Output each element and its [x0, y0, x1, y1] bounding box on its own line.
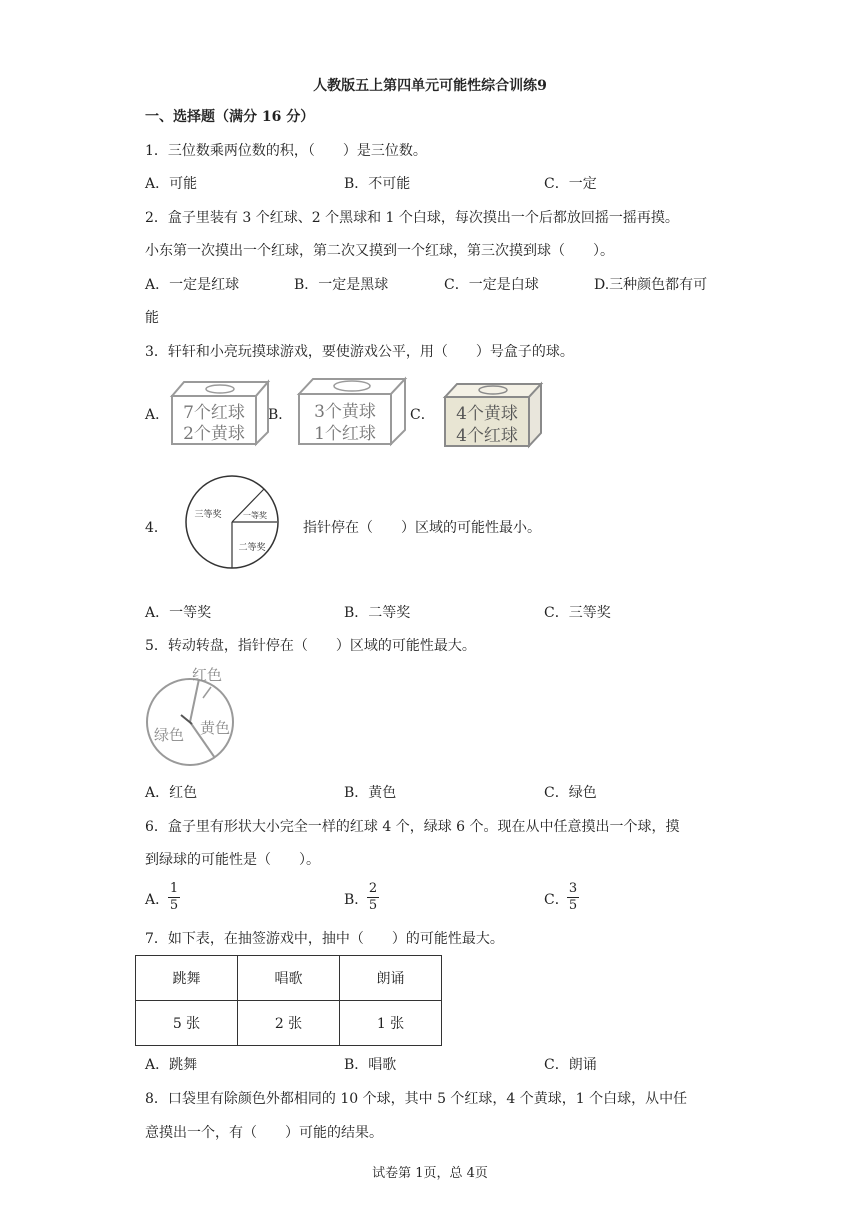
q6-label-a: A． [145, 892, 170, 908]
q4-spinner-image [183, 474, 283, 574]
box-c-line2: 4个红球 [456, 426, 518, 446]
q6-stem-line2: 到绿球的可能性是（ ）。 [145, 852, 320, 868]
q7-option-c: C．朗诵 [544, 1057, 597, 1073]
q3-label-c: C． [410, 407, 435, 423]
box-b-line2: 1个红球 [314, 424, 376, 444]
q6-fraction-c [567, 882, 579, 913]
q6-fraction-a [168, 882, 180, 913]
q7-option-b: B．唱歌 [344, 1057, 397, 1073]
box-c-image [437, 381, 543, 449]
section-heading: 一、选择题（满分 16 分） [145, 109, 315, 125]
q2-option-c: C．一定是白球 [444, 277, 539, 293]
q6-fraction-a-den: 5 [169, 898, 179, 913]
q2-option-b: B．一定是黑球 [294, 277, 389, 293]
table-cell: 2 张 [238, 1001, 340, 1046]
q3-label-b: B． [268, 407, 293, 423]
q8-stem-line2: 意摸出一个，有（ ）可能的结果。 [145, 1125, 383, 1141]
q6-fraction-a-num: 1 [169, 881, 179, 896]
q1-stem: 1．三位数乘两位数的积，（ ）是三位数。 [145, 143, 427, 159]
q1-option-b: B．不可能 [344, 176, 411, 192]
table-cell: 1 张 [340, 1001, 442, 1046]
q5-option-a: A．红色 [145, 785, 198, 801]
q4-option-c: C．三等奖 [544, 605, 611, 621]
q6-fraction-b-den: 5 [368, 898, 378, 913]
q2-option-d-wrap: 能 [145, 310, 159, 326]
q6-fraction-b-num: 2 [368, 881, 378, 896]
q4-option-a: A．一等奖 [145, 605, 212, 621]
spinner-label-yellow: 黄色 [199, 719, 231, 737]
q6-label-b: B． [344, 892, 369, 908]
q2-stem-line1: 2．盒子里装有 3 个红球、2 个黑球和 1 个白球，每次摸出一个后都放回摇一摇再摸。 [145, 210, 679, 226]
q1-option-c: C．一定 [544, 176, 597, 192]
box-a-line1: 7个红球 [183, 403, 245, 423]
q5-option-b: B．黄色 [344, 785, 397, 801]
q7-option-a: A．跳舞 [145, 1057, 198, 1073]
q4-stem: 指针停在（ ）区域的可能性最小。 [303, 520, 541, 536]
spinner-label-third: 三等奖 [194, 510, 222, 520]
q6-label-c: C． [544, 892, 569, 908]
q6-fraction-c-num: 3 [568, 881, 578, 896]
q2-stem-line2: 小东第一次摸出一个红球，第二次又摸到一个红球，第三次摸到球（ ）。 [145, 243, 614, 259]
q2-option-a: A．一定是红球 [145, 277, 240, 293]
q6-fraction-b [367, 882, 379, 913]
spinner-label-first: 一等奖 [243, 511, 267, 520]
box-b-image [297, 376, 409, 448]
table-cell: 5 张 [136, 1001, 238, 1046]
q6-fraction-c-den: 5 [568, 898, 578, 913]
box-a-image [170, 378, 270, 448]
page-title: 人教版五上第四单元可能性综合训练9 [313, 78, 547, 94]
q6-stem-line1: 6．盒子里有形状大小完全一样的红球 4 个，绿球 6 个。现在从中任意摸出一个球，摸 [145, 819, 680, 835]
table-row [136, 956, 442, 1001]
q5-option-c: C．绿色 [544, 785, 597, 801]
q2-option-d: D.三种颜色都有可 [594, 277, 708, 293]
q1-option-a: A．可能 [145, 176, 198, 192]
spinner-label-green: 绿色 [153, 726, 185, 744]
box-a-line2: 2个黄球 [183, 424, 245, 444]
q4-option-b: B．二等奖 [344, 605, 411, 621]
box-b-line1: 3个黄球 [314, 402, 376, 422]
q5-stem: 5．转动转盘，指针停在（ ）区域的可能性最大。 [145, 638, 476, 654]
q5-spinner-image [145, 662, 245, 774]
lottery-table [135, 955, 442, 1046]
table-header-cell: 跳舞 [136, 956, 238, 1001]
table-header-cell: 朗诵 [340, 956, 442, 1001]
box-c-line1: 4个黄球 [456, 404, 518, 424]
table-header-cell: 唱歌 [238, 956, 340, 1001]
spinner-label-second: 二等奖 [238, 543, 266, 553]
q8-stem-line1: 8．口袋里有除颜色外都相同的 10 个球，其中 5 个红球，4 个黄球，1 个白球，从中任 [145, 1091, 688, 1107]
q7-stem: 7．如下表，在抽签游戏中，抽中（ ）的可能性最大。 [145, 931, 504, 947]
page-footer: 试卷第 1页，总 4页 [372, 1166, 488, 1181]
q4-number: 4． [145, 520, 168, 536]
spinner-label-red: 红色 [191, 666, 223, 684]
q3-label-a: A． [145, 407, 170, 423]
table-row [136, 1001, 442, 1046]
q3-stem: 3．轩轩和小亮玩摸球游戏，要使游戏公平，用（ ）号盒子的球。 [145, 344, 574, 360]
